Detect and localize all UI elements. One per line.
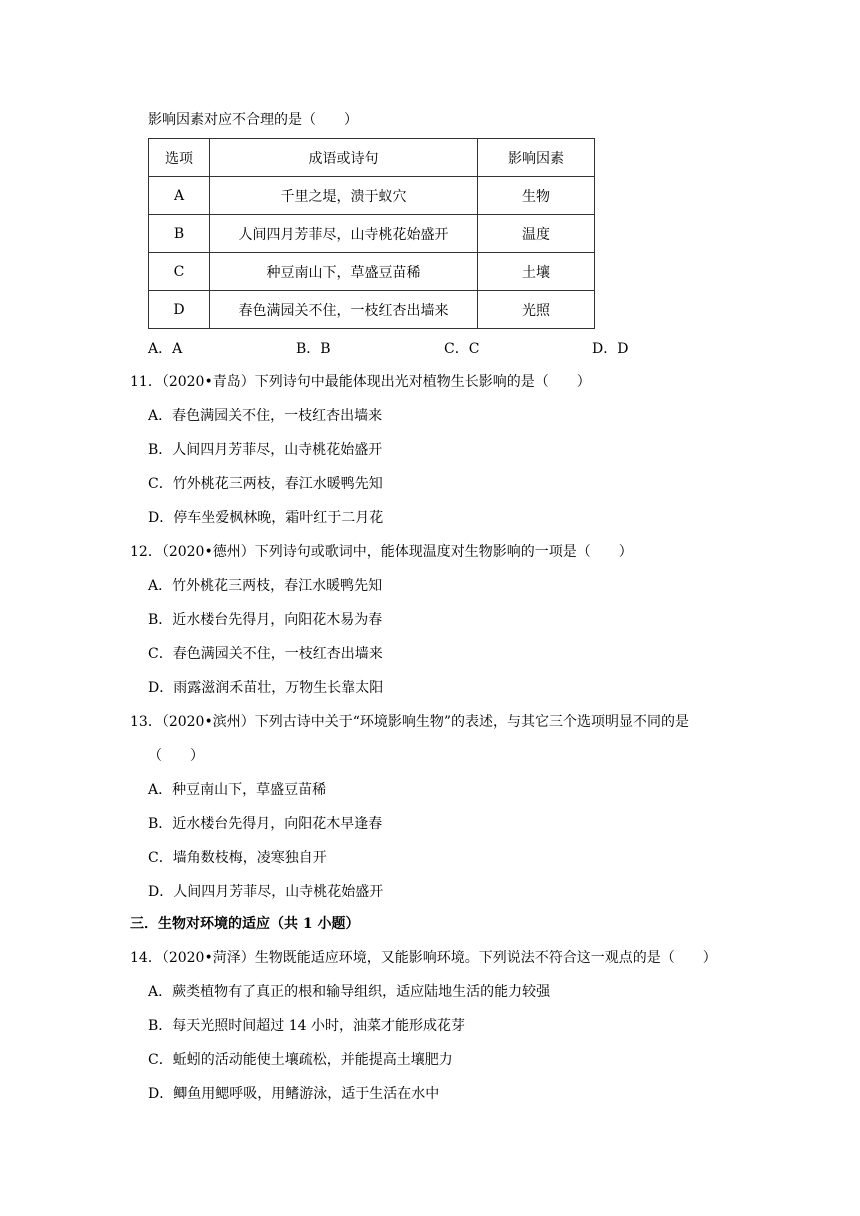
q12-option-d[interactable]: D．雨露滋润禾苗壮，万物生长靠太阳: [148, 680, 384, 696]
table-cell: 光照: [478, 291, 595, 329]
table-cell: 种豆南山下，草盛豆苗稀: [210, 253, 478, 291]
option-a[interactable]: A．A: [148, 341, 183, 357]
table-cell: 千里之堤，溃于蚁穴: [210, 177, 478, 215]
table-header: 影响因素: [478, 139, 595, 177]
table-row: [149, 177, 595, 215]
table-cell: 春色满园关不住，一枝红杏出墙来: [210, 291, 478, 329]
table-cell: 温度: [478, 215, 595, 253]
q11-option-b[interactable]: B．人间四月芳菲尽，山寺桃花始盛开: [148, 442, 383, 458]
table-row: [149, 215, 595, 253]
q13-option-a[interactable]: A．种豆南山下，草盛豆苗稀: [148, 782, 327, 798]
option-d[interactable]: D．D: [592, 341, 629, 357]
q13-option-b[interactable]: B．近水楼台先得月，向阳花木早逢春: [148, 816, 383, 832]
q10-options: [148, 338, 668, 358]
q10-table: [148, 138, 595, 329]
q14-stem: 14．（2020•菏泽）生物既能适应环境，又能影响环境。下列说法不符合这一观点的是（ ）: [130, 950, 717, 966]
table-cell: 土壤: [478, 253, 595, 291]
option-c[interactable]: C．C: [444, 341, 480, 357]
table-cell: B: [149, 215, 210, 253]
q14-option-d[interactable]: D．鲫鱼用鳃呼吸，用鳍游泳，适于生活在水中: [148, 1086, 440, 1102]
q14-option-c[interactable]: C．蚯蚓的活动能使土壤疏松，并能提高土壤肥力: [148, 1052, 453, 1068]
q13-stem-cont: （ ）: [148, 748, 204, 764]
table-header: 成语或诗句: [210, 139, 478, 177]
q12-option-a[interactable]: A．竹外桃花三两枝，春江水暖鸭先知: [148, 578, 383, 594]
table-cell: 人间四月芳菲尽，山寺桃花始盛开: [210, 215, 478, 253]
q14-option-a[interactable]: A．蕨类植物有了真正的根和输导组织，适应陆地生活的能力较强: [148, 984, 551, 1000]
q10-stem-tail: 影响因素对应不合理的是（ ）: [148, 112, 358, 128]
q13-option-d[interactable]: D．人间四月芳菲尽，山寺桃花始盛开: [148, 884, 384, 900]
q12-option-b[interactable]: B．近水楼台先得月，向阳花木易为春: [148, 612, 383, 628]
table-cell: D: [149, 291, 210, 329]
q11-option-c[interactable]: C．竹外桃花三两枝，春江水暖鸭先知: [148, 476, 383, 492]
q11-stem: 11．（2020•青岛）下列诗句中最能体现出光对植物生长影响的是（ ）: [130, 374, 591, 390]
q12-stem: 12．（2020•德州）下列诗句或歌词中，能体现温度对生物影响的一项是（ ）: [130, 544, 633, 560]
table-row: [149, 291, 595, 329]
table-header-row: [149, 139, 595, 177]
table-cell: C: [149, 253, 210, 291]
option-b[interactable]: B．B: [296, 341, 331, 357]
table-cell: 生物: [478, 177, 595, 215]
q11-option-d[interactable]: D．停车坐爱枫林晚，霜叶红于二月花: [148, 510, 384, 526]
table-cell: A: [149, 177, 210, 215]
table-row: [149, 253, 595, 291]
q13-stem: 13．（2020•滨州）下列古诗中关于“环境影响生物”的表述，与其它三个选项明显不同的是: [130, 714, 690, 730]
q14-option-b[interactable]: B．每天光照时间超过 14 小时，油菜才能形成花芽: [148, 1018, 466, 1034]
q12-option-c[interactable]: C．春色满园关不住，一枝红杏出墙来: [148, 646, 383, 662]
q11-option-a[interactable]: A．春色满园关不住，一枝红杏出墙来: [148, 408, 383, 424]
q13-option-c[interactable]: C．墙角数枝梅，凌寒独自开: [148, 850, 327, 866]
table-header: 选项: [149, 139, 210, 177]
section-title: 三．生物对环境的适应（共 1 小题）: [130, 916, 360, 932]
